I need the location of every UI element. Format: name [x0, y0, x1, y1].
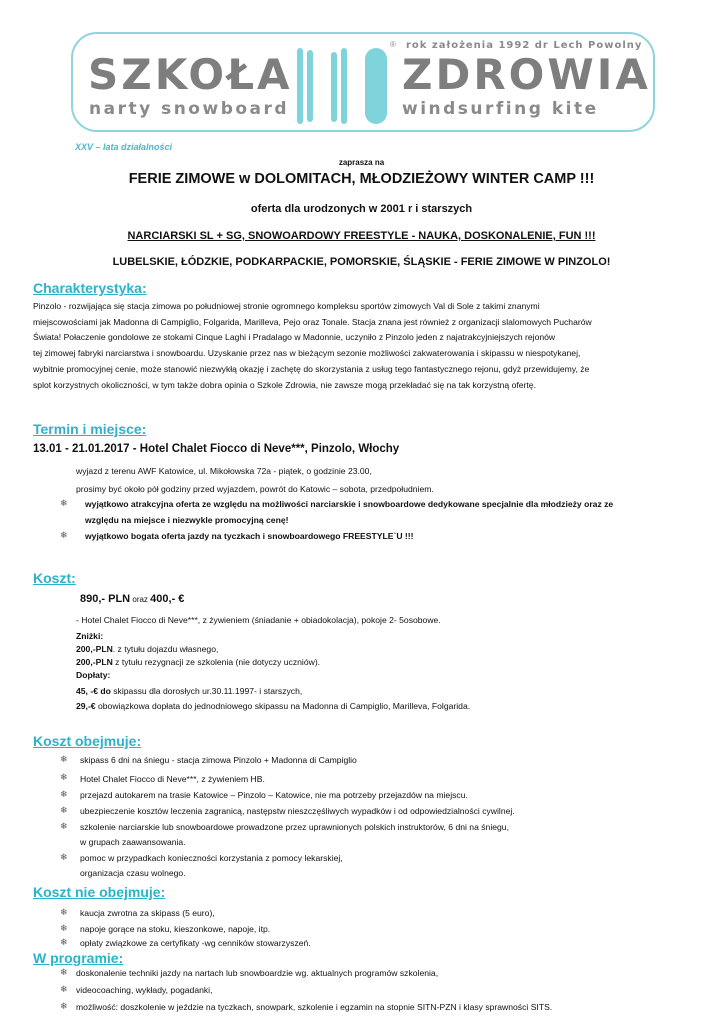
snowflake-icon: ❄ [60, 805, 68, 815]
section-heading-obejmuje: Koszt obejmuje: [33, 733, 142, 749]
page-title: FERIE ZIMOWE w DOLOMITACH, MŁODZIEŻOWY WINTER CAMP !!! [128, 171, 595, 187]
list-item: szkolenie narciarskie lub snowboardowe prowadzone przez uprawnionych polskich instruktorów, 6 dni na śniegu, [80, 822, 509, 832]
snowflake-icon: ❄ [60, 754, 68, 764]
description-paragraph [33, 299, 689, 393]
price-eur: 400,- € [150, 593, 185, 605]
discounts-label: Zniżki: [76, 631, 104, 641]
list-item: skipass 6 dni na śniegu - stacja zimowa Pinzolo + Madonna di Campiglio [80, 755, 357, 765]
list-item: przejazd autokarem na trasie Katowice – Pinzolo – Katowice, nie ma potrzeby przejazdów na miejscu. [80, 790, 468, 800]
snowflake-icon: ❄ [60, 852, 68, 862]
list-item-continuation: w grupach zaawansowania. [80, 837, 186, 847]
dates-line: 13.01 - 21.01.2017 - Hotel Chalet Fiocco di Neve***, Pinzolo, Włochy [33, 443, 400, 455]
list-item: napoje gorące na stoku, kieszonkowe, napoje, itp. [80, 924, 271, 934]
offer-line: oferta dla urodzonych w 2001 r i starszych [250, 203, 473, 215]
list-item: opłaty związkowe za certyfikaty -wg cenników stowarzyszeń. [80, 938, 311, 948]
description-line: splot korzystnych okoliczności, w tym także dobra opinia o Szkole Zdrowia, nie zawsze mogą przekładać się na tak korzystną ofertę. [33, 379, 536, 390]
section-heading-termin: Termin i miejsce: [33, 421, 147, 437]
price-or: oraz [130, 595, 151, 604]
description-line: tej zimowej fabryki narciarstwa i snowboardu. Uzyskanie przez nas w bieżącym sezonie możliwości zakwaterowania i skipassu w niespotykanej, [33, 348, 581, 359]
logo-right-sub: windsurfing kite [402, 99, 599, 119]
list-item: Hotel Chalet Fiocco di Neve***, z żywieniem HB. [80, 774, 265, 784]
description-line: wybitnie promocyjnej cenie, może stanowić niezwykłą okazję i zachętę do skorzystania z usług tego fantastycznego rejonu, gdyż przewidujemy, że [33, 363, 590, 374]
years-badge: XXV – lata działalności [75, 142, 173, 152]
arrival-line: prosimy być około pół godziny przed wyjazdem, powrót do Katowic – sobota, przedpołudniem. [76, 484, 434, 494]
list-item: doskonalenie techniki jazdy na nartach lub snowboardzie wg. aktualnych programów szkolenia, [76, 968, 439, 978]
highlight-line: względu na miejsce i niezwykle promocyjną cenę! [85, 515, 289, 525]
section-heading-nie-obejmuje: Koszt nie obejmuje: [33, 884, 166, 900]
section-heading-koszt: Koszt: [33, 570, 76, 586]
invite-text: zaprasza na [338, 158, 385, 167]
departure-line: wyjazd z terenu AWF Katowice, ul. Mikołowska 72a - piątek, o godzinie 23.00, [76, 466, 372, 476]
price-pln: 890,- PLN [80, 593, 131, 605]
snowflake-icon: ❄ [60, 530, 68, 540]
registered-mark: ® [390, 40, 396, 49]
snowflake-icon: ❄ [60, 907, 68, 917]
description-line: miejscowościami jak Madonna di Campiglio, Folgarida, Marilleva, Pejo oraz Tonale. Stacja znana jest również z organizacji slalomowych Pucharów [33, 316, 592, 327]
snowflake-icon: ❄ [60, 772, 68, 782]
highlight-line: wyjątkowo atrakcyjna oferta ze względu na możliwości narciarskie i snowboardowe dedykowane specjalnie dla młodzieży oraz ze [85, 499, 614, 509]
description-line: Świata! Połaczenie gondolowe ze stokami Cinque Laghi i Pradalago w Madonnie, uczyniło z Pinzolo jeden z najatrakcyjniejszych rejonów [33, 332, 556, 343]
list-item-continuation: organizacja czasu wolnego. [80, 868, 186, 878]
hotel-line: - Hotel Chalet Fiocco di Neve***, z żywieniem (śniadanie + obiadokolacja), pokoje 2- 5osobowe. [76, 615, 441, 625]
snowflake-icon: ❄ [60, 937, 68, 947]
snowflake-icon: ❄ [60, 923, 68, 933]
discount-line: 200,-PLN z tytułu rezygnacji ze szkolenia (nie dotyczy uczniów). [76, 657, 321, 667]
snowflake-icon: ❄ [60, 789, 68, 799]
description-line: Pinzolo - rozwijająca się stacja zimowa po południowej stronie ogromnego kompleksu sportów zimowych Val di Sole z takimi znanymi [33, 301, 540, 311]
ski-snowboard-icon [293, 44, 403, 128]
section-heading-charakterystyka: Charakterystyka: [33, 280, 147, 296]
snowflake-icon: ❄ [60, 1001, 68, 1011]
list-item: możliwość: doszkolenie w jeździe na tyczkach, snowpark, szkolenie i egzamin na stopnie SITN-PZN i klasy sprawności SITS. [76, 1002, 553, 1012]
logo-right-text: ZDROWIA [402, 50, 651, 99]
list-item: pomoc w przypadkach konieczności korzystania z pomocy lekarskiej, [80, 853, 343, 863]
surcharges-label: Dopłaty: [76, 670, 111, 680]
snowflake-icon: ❄ [60, 967, 68, 977]
program-line: NARCIARSKI SL + SG, SNOWOARDOWY FREESTYLE - NAUKA, DOSKONALENIE, FUN !!! [127, 230, 596, 242]
list-item: videocoaching, wykłady, pogadanki, [76, 985, 213, 995]
list-item: ubezpieczenie kosztów leczenia zagranicą, następstw nieszczęśliwych wypadków i od odpowiedzialności cywilnej. [80, 806, 515, 816]
logo-left-text: SZKOŁA [88, 50, 293, 99]
surcharge-line: 29,-€ obowiązkowa dopłata do jednodniowego skipassu na Madonna di Campiglio, Marilleva, Folgarida. [76, 701, 471, 711]
logo-left-sub: narty snowboard [89, 99, 290, 119]
regions-line: LUBELSKIE, ŁÓDZKIE, PODKARPACKIE, POMORSKIE, ŚLĄSKIE - FERIE ZIMOWE W PINZOLO! [112, 256, 611, 268]
list-item: kaucja zwrotna za skipass (5 euro), [80, 908, 215, 918]
snowflake-icon: ❄ [60, 984, 68, 994]
price-line [80, 593, 184, 605]
logo-tagline: rok założenia 1992 dr Lech Powolny [406, 40, 643, 51]
snowflake-icon: ❄ [60, 498, 68, 508]
surcharge-line: 45, -€ do skipassu dla dorosłych ur.30.11.1997- i starszych, [76, 686, 303, 696]
discount-line: 200,-PLN. z tytułu dojazdu własnego, [76, 644, 219, 654]
highlight-line: wyjątkowo bogata oferta jazdy na tyczkach i snowboardowego FREESTYLE`U !!! [85, 531, 414, 541]
snowflake-icon: ❄ [60, 821, 68, 831]
section-heading-program: W programie: [33, 950, 124, 966]
